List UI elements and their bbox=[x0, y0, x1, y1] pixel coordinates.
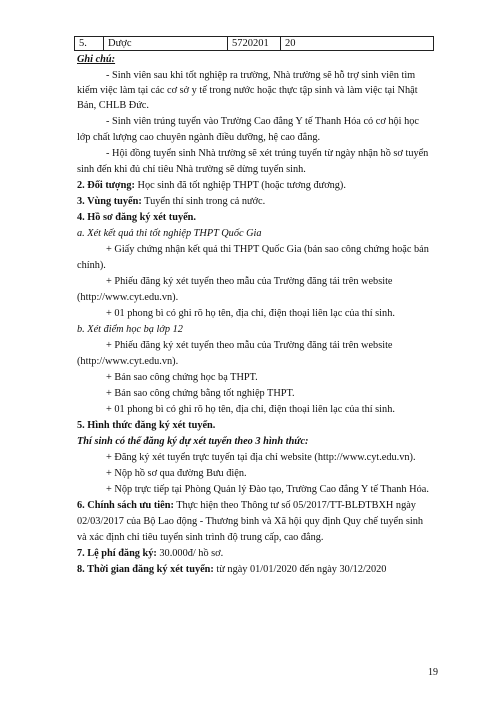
note-2-line-2: lớp chất lượng cao chuyên ngành điều dưỡng, hệ cao đẳng. bbox=[77, 132, 321, 143]
item-4a-2-line-2: (http://www.cyt.edu.vn). bbox=[77, 292, 179, 303]
section-6-text-3: và xác định chỉ tiêu tuyển sinh trình độ trung cấp, cao đẳng. bbox=[77, 532, 324, 543]
cell-quota: 20 bbox=[281, 37, 434, 51]
section-4b-heading: b. Xét điểm học bạ lớp 12 bbox=[77, 324, 183, 335]
section-7 bbox=[77, 547, 223, 560]
note-heading: Ghi chú: bbox=[77, 54, 116, 65]
section-2 bbox=[77, 179, 346, 192]
section-6-text-1: Thực hiện theo Thông tư số 05/2017/TT-BLĐTBXH ngày bbox=[173, 500, 416, 511]
item-4a-1-line-1: + Giấy chứng nhận kết quả thi THPT Quốc Gia (bản sao công chứng hoặc bản bbox=[106, 244, 429, 255]
table-row bbox=[75, 37, 434, 51]
item-4a-2-line-1: + Phiếu đăng ký xét tuyển theo mẫu của Trường đăng tải trên website bbox=[106, 276, 393, 287]
form-3: + Nộp trực tiếp tại Phòng Quản lý Đào tạo, Trường Cao đẳng Y tế Thanh Hóa. bbox=[106, 484, 429, 495]
section-6 bbox=[77, 499, 416, 512]
section-7-text: 30.000đ/ hồ sơ. bbox=[156, 548, 224, 559]
note-2-line-1: - Sinh viên trúng tuyển vào Trường Cao đẳng Y tế Thanh Hóa có cơ hội học bbox=[106, 116, 419, 127]
section-8-text: từ ngày 01/01/2020 đến ngày 30/12/2020 bbox=[213, 564, 387, 575]
cell-no: 5. bbox=[75, 37, 104, 51]
majors-table bbox=[74, 36, 434, 51]
section-6-text-2: 02/03/2017 của Bộ Lao động - Thương binh và Xã hội quy định Quy chế tuyển sinh bbox=[77, 516, 424, 527]
section-3 bbox=[77, 195, 265, 208]
note-3-line-2: sinh đến khi đủ chỉ tiêu Nhà trường sẽ dừng tuyển sinh. bbox=[77, 164, 306, 175]
section-3-text: Tuyển thí sinh trong cả nước. bbox=[141, 196, 266, 207]
item-4b-3: + Bản sao công chứng bằng tốt nghiệp THPT. bbox=[106, 388, 295, 399]
section-4a-heading: a. Xét kết quả thi tốt nghiệp THPT Quốc Gia bbox=[77, 228, 262, 239]
item-4a-3: + 01 phong bì có ghi rõ họ tên, địa chỉ, điện thoại liên lạc của thí sinh. bbox=[106, 308, 395, 319]
section-5-subheading: Thí sinh có thể đăng ký dự xét tuyển theo 3 hình thức: bbox=[77, 436, 309, 447]
section-7-heading: 7. Lệ phí đăng ký: bbox=[77, 548, 157, 559]
note-3-line-1: - Hội đồng tuyển sinh Nhà trường sẽ xét trúng tuyển từ ngày nhận hồ sơ tuyển bbox=[106, 148, 429, 159]
section-6-heading: 6. Chính sách ưu tiên: bbox=[77, 500, 174, 511]
note-1-line-3: Bản, CHLB Đức. bbox=[77, 100, 149, 111]
cell-code: 5720201 bbox=[228, 37, 281, 51]
form-2: + Nộp hồ sơ qua đường Bưu điện. bbox=[106, 468, 247, 479]
form-1: + Đăng ký xét tuyển trực tuyến tại địa chỉ website (http://www.cyt.edu.vn). bbox=[106, 452, 416, 463]
section-4-heading: 4. Hồ sơ đăng ký xét tuyển. bbox=[77, 212, 196, 223]
section-5-heading: 5. Hình thức đăng ký xét tuyển. bbox=[77, 420, 216, 431]
item-4b-1-line-2: (http://www.cyt.edu.vn). bbox=[77, 356, 179, 367]
cell-major: Dược bbox=[104, 37, 228, 51]
item-4b-1-line-1: + Phiếu đăng ký xét tuyển theo mẫu của Trường đăng tải trên website bbox=[106, 340, 393, 351]
item-4b-2: + Bản sao công chứng học bạ THPT. bbox=[106, 372, 258, 383]
section-8 bbox=[77, 563, 386, 576]
section-2-heading: 2. Đối tượng: bbox=[77, 180, 135, 191]
section-3-heading: 3. Vùng tuyển: bbox=[77, 196, 142, 207]
note-1-line-1: - Sinh viên sau khi tốt nghiệp ra trường, Nhà trường sẽ hỗ trợ sinh viên tìm bbox=[106, 70, 416, 81]
item-4a-1-line-2: chính). bbox=[77, 260, 106, 271]
item-4b-4: + 01 phong bì có ghi rõ họ tên, địa chỉ, điện thoại liên lạc của thí sinh. bbox=[106, 404, 395, 415]
page-number: 19 bbox=[428, 667, 438, 678]
section-2-text: Học sinh đã tốt nghiệp THPT (hoặc tương đương). bbox=[134, 180, 346, 191]
section-8-heading: 8. Thời gian đăng ký xét tuyển: bbox=[77, 564, 214, 575]
note-1-line-2: kiếm việc làm tại các cơ sở y tế trong nước hoặc thực tập sinh và làm việc tại Nhật bbox=[77, 85, 418, 96]
